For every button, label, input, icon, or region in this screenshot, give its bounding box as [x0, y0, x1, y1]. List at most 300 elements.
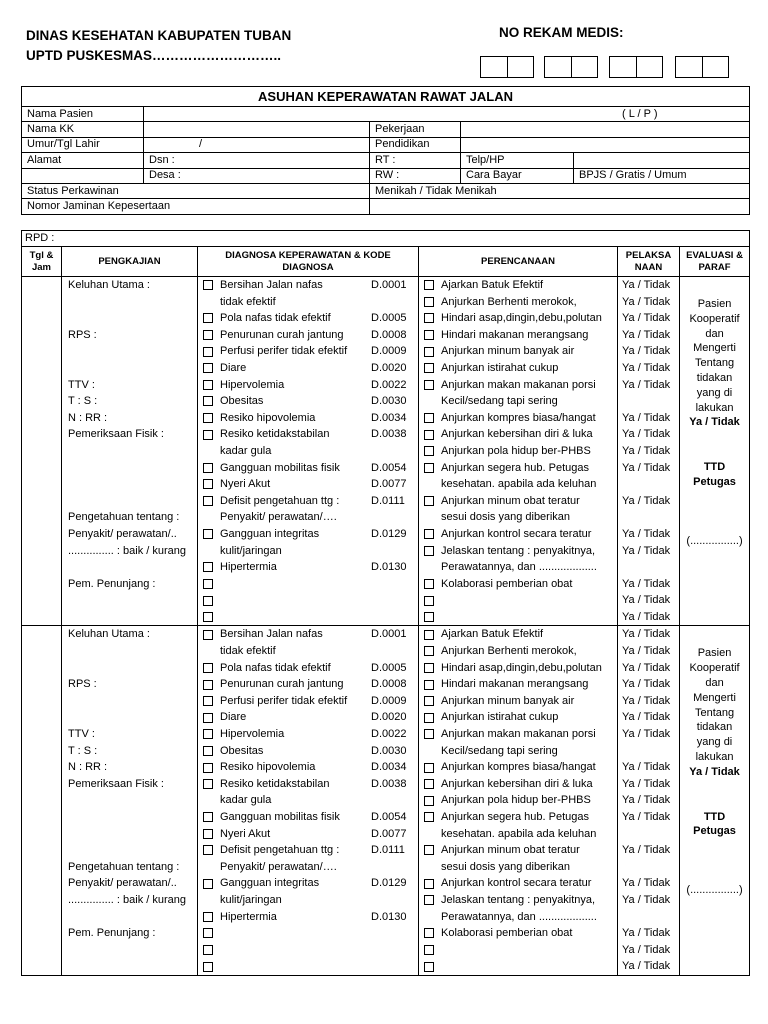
pelaksanaan-blank: [618, 393, 679, 410]
ya-tidak-option[interactable]: Ya / Tidak: [622, 877, 671, 890]
diagnosa-item[interactable]: [198, 410, 418, 427]
perencanaan-text: Anjurkan kebersihan diri & luka: [441, 428, 593, 441]
perencanaan-item[interactable]: [419, 809, 617, 826]
perencanaan-text: Jelaskan tentang : penyakitnya,: [441, 544, 596, 557]
diagnosa-item: [198, 294, 418, 311]
perencanaan-text: sesui dosis yang diberikan: [441, 511, 571, 524]
diagnosa-text: tidak efektif: [220, 645, 276, 658]
pengkajian-blank[interactable]: [62, 609, 197, 626]
pengkajian-blank[interactable]: [62, 942, 197, 959]
checkbox-icon[interactable]: [203, 845, 213, 855]
field-umur[interactable]: [144, 137, 370, 152]
pengkajian-blank[interactable]: [62, 443, 197, 460]
diagnosa-item[interactable]: [198, 925, 418, 942]
spacer: [680, 430, 749, 460]
checkbox-icon[interactable]: [203, 680, 213, 690]
tgl-jam-cell[interactable]: [22, 277, 62, 626]
checkbox-icon[interactable]: [424, 347, 434, 357]
ya-tidak-option[interactable]: Ya / Tidak: [622, 711, 671, 724]
pengkajian-label: Penyakit/ perawatan/..: [68, 527, 177, 540]
diagnosa-item[interactable]: [198, 393, 418, 410]
checkbox-icon[interactable]: [203, 812, 213, 822]
perencanaan-text: Hindari asap,dingin,debu,polutan: [441, 312, 602, 325]
perencanaan-item[interactable]: [419, 360, 617, 377]
ya-tidak-option[interactable]: Ya / Tidak: [622, 761, 671, 774]
diagnosa-text: Resiko ketidakstabilan: [220, 428, 330, 441]
ya-tidak-option[interactable]: Ya / Tidak: [622, 411, 671, 424]
checkbox-icon[interactable]: [203, 779, 213, 789]
checkbox-icon[interactable]: [203, 363, 213, 373]
checkbox-icon[interactable]: [424, 796, 434, 806]
pengkajian-blank[interactable]: [62, 660, 197, 677]
checkbox-icon[interactable]: [424, 713, 434, 723]
perencanaan-text: Anjurkan pola hidup ber-PHBS: [441, 794, 591, 807]
ya-tidak-option[interactable]: Ya / Tidak: [622, 844, 671, 857]
checkbox-icon[interactable]: [424, 845, 434, 855]
diagnosa-column: [198, 626, 419, 975]
checkbox-icon[interactable]: [424, 646, 434, 656]
perencanaan-item[interactable]: [419, 526, 617, 543]
diagnosa-text: Obesitas: [220, 744, 264, 757]
diagnosa-item[interactable]: [198, 476, 418, 493]
perencanaan-item[interactable]: [419, 609, 617, 626]
pengkajian-label: ............... : baik / kurang: [68, 893, 186, 906]
record-number-box-group-1[interactable]: [480, 56, 534, 78]
ya-tidak-option[interactable]: Ya / Tidak: [622, 678, 671, 691]
header-left: [26, 26, 291, 66]
ya-tidak-option[interactable]: Ya / Tidak: [622, 960, 671, 973]
checkbox-icon[interactable]: [424, 696, 434, 706]
checkbox-icon[interactable]: [203, 630, 213, 640]
ya-tidak-option[interactable]: Ya / Tidak: [622, 444, 671, 457]
diagnosa-text: Bersihan Jalan nafas: [220, 279, 323, 291]
perencanaan-item[interactable]: [419, 343, 617, 360]
diagnosa-text: Resiko hipovolemia: [220, 411, 316, 424]
pengkajian-blank[interactable]: [62, 294, 197, 311]
sex-option[interactable]: ( L / P ): [574, 107, 750, 122]
checkbox-icon[interactable]: [203, 330, 213, 340]
diagnosa-item[interactable]: [198, 743, 418, 760]
ya-tidak-option[interactable]: Ya / Tidak: [622, 345, 671, 358]
perencanaan-text: kesehatan. apabila ada keluhan: [441, 478, 597, 491]
checkbox-icon[interactable]: [203, 529, 213, 539]
perencanaan-item[interactable]: [419, 958, 617, 975]
checkbox-icon[interactable]: [203, 713, 213, 723]
evaluasi-ya-tidak[interactable]: Ya / Tidak: [689, 416, 740, 429]
perencanaan-item[interactable]: [419, 410, 617, 427]
checkbox-icon[interactable]: [424, 413, 434, 423]
tgl-jam-cell[interactable]: [22, 626, 62, 975]
diagnosa-item[interactable]: [198, 343, 418, 360]
checkbox-icon[interactable]: [424, 313, 434, 323]
ya-tidak-option[interactable]: Ya / Tidak: [622, 610, 671, 623]
checkbox-icon[interactable]: [424, 446, 434, 456]
checkbox-icon[interactable]: [203, 928, 213, 938]
checkbox-icon[interactable]: [203, 829, 213, 839]
checkbox-icon[interactable]: [203, 663, 213, 673]
diagnosa-item[interactable]: [198, 676, 418, 693]
checkbox-icon[interactable]: [203, 912, 213, 922]
checkbox-icon[interactable]: [424, 895, 434, 905]
field-nama-kk[interactable]: [144, 122, 370, 137]
ya-tidak-option[interactable]: Ya / Tidak: [622, 594, 671, 607]
label-nama-kk: Nama KK: [22, 122, 144, 137]
diagnosa-item[interactable]: [198, 776, 418, 793]
checkbox-icon[interactable]: [424, 430, 434, 440]
diagnosa-text: Resiko hipovolemia: [220, 761, 316, 774]
diagnosa-text: Pola nafas tidak efektif: [220, 312, 331, 325]
record-digit-box[interactable]: [610, 57, 636, 77]
pengkajian-blank[interactable]: [62, 643, 197, 660]
record-number-box-group-2[interactable]: [544, 56, 598, 78]
checkbox-icon[interactable]: [424, 729, 434, 739]
checkbox-icon[interactable]: [203, 496, 213, 506]
pengkajian-blank[interactable]: [62, 842, 197, 859]
perencanaan-text: Kolaborasi pemberian obat: [441, 927, 573, 940]
perencanaan-item[interactable]: [419, 626, 617, 643]
checkbox-icon[interactable]: [424, 579, 434, 589]
perencanaan-item[interactable]: [419, 709, 617, 726]
field-jaminan[interactable]: [370, 199, 750, 214]
spacer: [680, 839, 749, 883]
ttd-label: TTD: [703, 810, 726, 823]
pengkajian-label: RPS :: [68, 328, 97, 341]
record-digit-box[interactable]: [676, 57, 702, 77]
diagnosa-text: Hipertermia: [220, 910, 277, 923]
checkbox-icon[interactable]: [424, 363, 434, 373]
record-digit-box[interactable]: [702, 57, 729, 77]
diagnosa-item[interactable]: [198, 559, 418, 576]
pengkajian-blank[interactable]: [62, 460, 197, 477]
diagnosa-item[interactable]: [198, 327, 418, 344]
ya-tidak-option[interactable]: Ya / Tidak: [622, 943, 671, 956]
perencanaan-text: Anjurkan kebersihan diri & luka: [441, 777, 593, 790]
perencanaan-item[interactable]: [419, 277, 617, 294]
perencanaan-item[interactable]: [419, 576, 617, 593]
field-desa[interactable]: Desa :: [144, 168, 370, 183]
diagnosa-item[interactable]: [198, 759, 418, 776]
ya-tidak-option[interactable]: Ya / Tidak: [622, 927, 671, 940]
label-pekerjaan: Pekerjaan: [370, 122, 461, 137]
checkbox-icon[interactable]: [203, 746, 213, 756]
diagnosa-code: D.0001: [371, 628, 407, 641]
checkbox-icon[interactable]: [203, 696, 213, 706]
ya-tidak-option[interactable]: Ya / Tidak: [622, 628, 671, 641]
evaluasi-text: Pasien: [697, 298, 732, 310]
diagnosa-item[interactable]: [198, 809, 418, 826]
checkbox-icon[interactable]: [424, 297, 434, 307]
checkbox-icon[interactable]: [203, 479, 213, 489]
perencanaan-item: [419, 909, 617, 926]
checkbox-icon[interactable]: [203, 347, 213, 357]
perencanaan-item[interactable]: [419, 327, 617, 344]
record-number-box-group-4[interactable]: [675, 56, 729, 78]
perencanaan-text: Anjurkan kontrol secara teratur: [441, 877, 592, 890]
perencanaan-item[interactable]: [419, 892, 617, 909]
diagnosa-code: D.0009: [371, 694, 407, 707]
checkbox-icon[interactable]: [424, 330, 434, 340]
diagnosa-text: Defisit pengetahuan ttg :: [220, 844, 340, 857]
checkbox-icon[interactable]: [203, 280, 213, 290]
diagnosa-code: D.0008: [371, 678, 407, 691]
perencanaan-item[interactable]: [419, 660, 617, 677]
field-telp[interactable]: [574, 153, 750, 168]
perencanaan-item[interactable]: [419, 792, 617, 809]
field-dsn[interactable]: Dsn :: [144, 153, 370, 168]
diagnosa-item[interactable]: [198, 826, 418, 843]
diagnosa-item[interactable]: [198, 360, 418, 377]
perencanaan-item: [419, 859, 617, 876]
ya-tidak-option[interactable]: Ya / Tidak: [622, 811, 671, 823]
pengkajian-blank[interactable]: [62, 310, 197, 327]
diagnosa-item[interactable]: [198, 909, 418, 926]
checkbox-icon[interactable]: [424, 779, 434, 789]
diagnosa-item[interactable]: [198, 576, 418, 593]
ya-tidak-option[interactable]: Ya / Tidak: [622, 728, 671, 741]
checkbox-icon[interactable]: [424, 630, 434, 640]
pengkajian-label: Pemeriksaan Fisik :: [68, 777, 164, 790]
pengkajian-blank[interactable]: [62, 592, 197, 609]
perencanaan-item[interactable]: [419, 377, 617, 394]
diagnosa-item[interactable]: [198, 726, 418, 743]
perencanaan-text: Ajarkan Batuk Efektif: [441, 628, 544, 641]
checkbox-icon[interactable]: [203, 380, 213, 390]
diagnosa-item[interactable]: [198, 626, 418, 643]
ya-tidak-option[interactable]: Ya / Tidak: [622, 295, 671, 308]
field-pekerjaan[interactable]: [461, 122, 750, 137]
checkbox-icon[interactable]: [203, 579, 213, 589]
pengkajian-blank[interactable]: [62, 958, 197, 975]
pengkajian-label: T : S :: [68, 744, 98, 757]
pelaksanaan-blank: [618, 909, 679, 926]
form-title: ASUHAN KEPERAWATAN RAWAT JALAN: [22, 87, 750, 107]
perencanaan-item[interactable]: [419, 493, 617, 510]
petugas-label: Petugas: [693, 825, 736, 838]
rpd-field[interactable]: RPD :: [22, 231, 750, 247]
field-rw[interactable]: RW :: [370, 168, 461, 183]
diagnosa-code: D.0129: [371, 527, 407, 540]
checkbox-icon[interactable]: [424, 680, 434, 690]
checkbox-icon[interactable]: [203, 430, 213, 440]
diagnosa-item[interactable]: [198, 377, 418, 394]
ya-tidak-option[interactable]: Ya / Tidak: [622, 794, 671, 807]
ya-tidak-option[interactable]: Ya / Tidak: [622, 893, 671, 906]
diagnosa-item[interactable]: [198, 693, 418, 710]
pengkajian-blank[interactable]: [62, 909, 197, 926]
spacer: [680, 626, 749, 646]
perencanaan-item[interactable]: [419, 676, 617, 693]
diagnosa-text: kulit/jaringan: [220, 893, 282, 906]
perencanaan-text: Anjurkan kompres biasa/hangat: [441, 761, 596, 774]
evaluasi-text: Kooperatif: [689, 312, 740, 325]
diagnosa-item[interactable]: [198, 592, 418, 609]
perencanaan-item[interactable]: [419, 842, 617, 859]
ya-tidak-option[interactable]: Ya / Tidak: [622, 577, 671, 590]
ya-tidak-option[interactable]: Ya / Tidak: [622, 328, 671, 341]
evaluasi-text: tidakan: [696, 721, 733, 734]
checkbox-icon[interactable]: [424, 945, 434, 955]
diagnosa-item[interactable]: [198, 709, 418, 726]
ya-tidak-option[interactable]: Ya / Tidak: [622, 361, 671, 374]
header-tgl-jam: Tgl & Jam: [22, 247, 62, 277]
record-digit-box[interactable]: [636, 57, 663, 77]
perencanaan-item[interactable]: [419, 310, 617, 327]
checkbox-icon[interactable]: [424, 546, 434, 556]
perencanaan-item[interactable]: [419, 426, 617, 443]
checkbox-icon[interactable]: [203, 313, 213, 323]
diagnosa-code: D.0030: [371, 395, 407, 408]
diagnosa-item[interactable]: [198, 426, 418, 443]
perencanaan-item[interactable]: [419, 460, 617, 477]
diagnosa-item[interactable]: [198, 942, 418, 959]
diagnosa-code: D.0008: [371, 328, 407, 341]
diagnosa-item[interactable]: [198, 875, 418, 892]
diagnosa-text: Pola nafas tidak efektif: [220, 661, 331, 674]
pengkajian-blank[interactable]: [62, 792, 197, 809]
checkbox-icon[interactable]: [203, 463, 213, 473]
pengkajian-blank[interactable]: [62, 360, 197, 377]
pengkajian-blank[interactable]: [62, 809, 197, 826]
ya-tidak-option[interactable]: Ya / Tidak: [622, 494, 671, 507]
perencanaan-item[interactable]: [419, 942, 617, 959]
ya-tidak-option[interactable]: Ya / Tidak: [622, 312, 671, 325]
signature-line[interactable]: (................): [686, 884, 743, 897]
evaluasi-text: yang di: [696, 386, 733, 399]
diagnosa-item[interactable]: [198, 526, 418, 543]
pengkajian-label: T : S :: [68, 395, 98, 408]
diagnosa-item[interactable]: [198, 310, 418, 327]
ya-tidak-option[interactable]: Ya / Tidak: [622, 645, 671, 658]
record-digit-box[interactable]: [571, 57, 598, 77]
checkbox-icon[interactable]: [203, 729, 213, 739]
ya-tidak-option[interactable]: Ya / Tidak: [622, 661, 671, 674]
ya-tidak-option[interactable]: Ya / Tidak: [622, 777, 671, 790]
diagnosa-item[interactable]: [198, 609, 418, 626]
ya-tidak-option[interactable]: Ya / Tidak: [622, 527, 671, 540]
record-number-box-group-3[interactable]: [609, 56, 663, 78]
perencanaan-item[interactable]: [419, 443, 617, 460]
diagnosa-item[interactable]: [198, 460, 418, 477]
diagnosa-item[interactable]: [198, 493, 418, 510]
unit-name: UPTD PUSKESMAS………………………..: [26, 48, 282, 63]
perencanaan-item[interactable]: [419, 776, 617, 793]
checkbox-icon[interactable]: [203, 596, 213, 606]
diagnosa-text: Penyakit/ perawatan/….: [220, 860, 337, 873]
record-digit-box[interactable]: [545, 57, 571, 77]
checkbox-icon[interactable]: [424, 529, 434, 539]
pengkajian-blank[interactable]: [62, 476, 197, 493]
diagnosa-item[interactable]: [198, 958, 418, 975]
ya-tidak-option[interactable]: Ya / Tidak: [622, 544, 671, 557]
perencanaan-text: Ajarkan Batuk Efektif: [441, 279, 544, 291]
perencanaan-item[interactable]: [419, 543, 617, 560]
diagnosa-item[interactable]: [198, 277, 418, 294]
pengkajian-blank[interactable]: [62, 826, 197, 843]
perencanaan-item[interactable]: [419, 759, 617, 776]
checkbox-icon[interactable]: [424, 380, 434, 390]
checkbox-icon[interactable]: [203, 763, 213, 773]
field-rt[interactable]: RT :: [370, 153, 461, 168]
checkbox-icon[interactable]: [424, 280, 434, 290]
perencanaan-item[interactable]: [419, 875, 617, 892]
perencanaan-text: Anjurkan minum obat teratur: [441, 844, 580, 857]
perencanaan-item[interactable]: [419, 925, 617, 942]
ya-tidak-option[interactable]: Ya / Tidak: [622, 378, 671, 391]
pengkajian-column: [62, 626, 198, 975]
checkbox-icon[interactable]: [424, 612, 434, 622]
checkbox-icon[interactable]: [203, 962, 213, 972]
pengkajian-blank[interactable]: [62, 709, 197, 726]
record-digit-box[interactable]: [481, 57, 507, 77]
perencanaan-item[interactable]: [419, 726, 617, 743]
evaluasi-ya-tidak[interactable]: Ya / Tidak: [689, 765, 740, 778]
diagnosa-item: [198, 443, 418, 460]
field-payment[interactable]: BPJS / Gratis / Umum: [574, 168, 750, 183]
pengkajian-label: N : RR :: [68, 411, 108, 424]
perencanaan-item[interactable]: [419, 693, 617, 710]
checkbox-icon[interactable]: [424, 463, 434, 473]
evaluasi-text: yang di: [696, 736, 733, 749]
ttd-label: TTD: [703, 461, 726, 474]
diagnosa-code: D.0001: [371, 279, 407, 291]
diagnosa-item[interactable]: [198, 842, 418, 859]
checkbox-icon[interactable]: [424, 928, 434, 938]
checkbox-icon[interactable]: [203, 612, 213, 622]
perencanaan-item[interactable]: [419, 592, 617, 609]
checkbox-icon[interactable]: [424, 763, 434, 773]
checkbox-icon[interactable]: [203, 562, 213, 572]
checkbox-icon[interactable]: [203, 945, 213, 955]
checkbox-icon[interactable]: [424, 496, 434, 506]
date-slash: /: [199, 138, 203, 151]
record-digit-box[interactable]: [507, 57, 534, 77]
perencanaan-item[interactable]: [419, 294, 617, 311]
checkbox-icon[interactable]: [203, 879, 213, 889]
checkbox-icon[interactable]: [424, 879, 434, 889]
pengkajian-blank[interactable]: [62, 559, 197, 576]
pengkajian-blank[interactable]: [62, 493, 197, 510]
checkbox-icon[interactable]: [203, 396, 213, 406]
ya-tidak-option[interactable]: Ya / Tidak: [622, 461, 671, 474]
signature-line[interactable]: (................): [686, 534, 743, 547]
checkbox-icon[interactable]: [424, 663, 434, 673]
pengkajian-blank[interactable]: [62, 343, 197, 360]
field-pendidikan[interactable]: [461, 137, 750, 152]
checkbox-icon[interactable]: [424, 962, 434, 972]
field-marital[interactable]: Menikah / Tidak Menikah: [370, 183, 750, 198]
diagnosa-text: Perfusi perifer tidak efektif: [220, 345, 348, 358]
checkbox-icon[interactable]: [203, 413, 213, 423]
pelaksanaan-blank: [618, 826, 679, 843]
perencanaan-item[interactable]: [419, 643, 617, 660]
diagnosa-code: D.0009: [371, 345, 407, 358]
ya-tidak-option[interactable]: Ya / Tidak: [622, 279, 671, 291]
pengkajian-label: TTV :: [68, 728, 95, 741]
pengkajian-blank[interactable]: [62, 693, 197, 710]
evaluasi-text: lakukan: [695, 751, 734, 764]
ya-tidak-option[interactable]: Ya / Tidak: [622, 694, 671, 707]
diagnosa-code: D.0030: [371, 744, 407, 757]
diagnosa-code: D.0038: [371, 428, 407, 441]
checkbox-icon[interactable]: [424, 812, 434, 822]
field-nama-pasien[interactable]: [144, 107, 574, 122]
pengkajian-label: ............... : baik / kurang: [68, 544, 186, 557]
ya-tidak-option[interactable]: Ya / Tidak: [622, 428, 671, 441]
label-pendidikan: Pendidikan: [370, 137, 461, 152]
diagnosa-item[interactable]: [198, 660, 418, 677]
perencanaan-text: Kolaborasi pemberian obat: [441, 577, 573, 590]
checkbox-icon[interactable]: [424, 596, 434, 606]
